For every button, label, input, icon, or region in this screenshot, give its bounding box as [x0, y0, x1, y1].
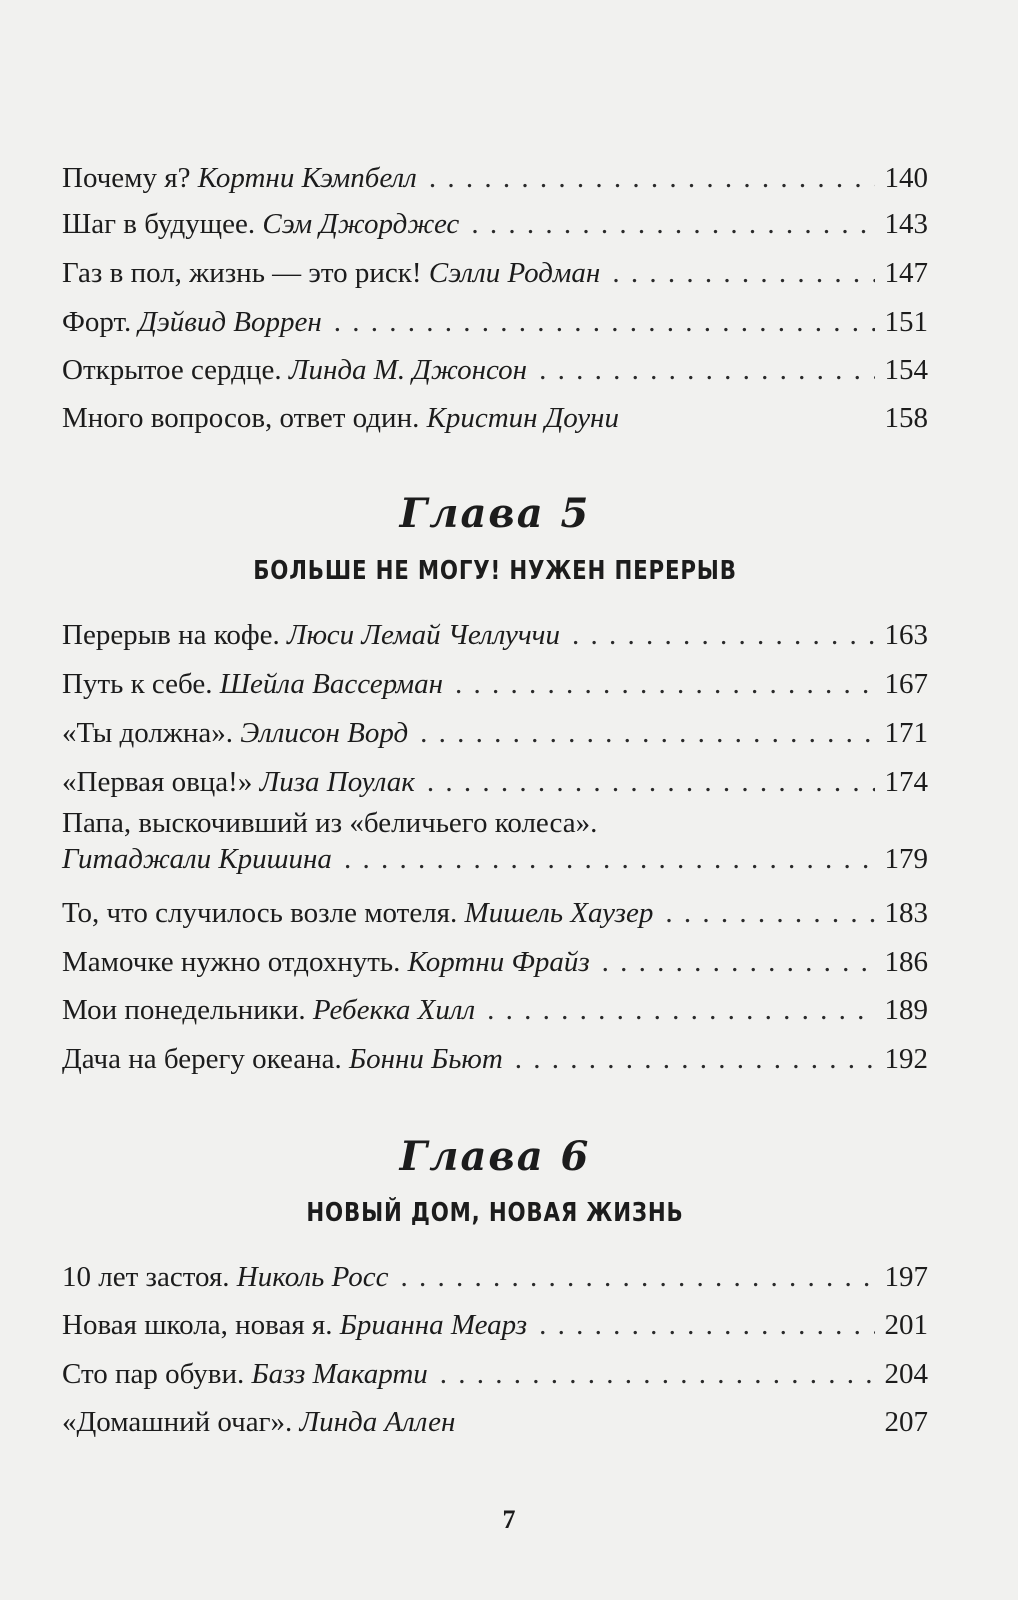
dot-leader — [612, 255, 874, 291]
entry-page-number: 197 — [884, 1261, 928, 1293]
toc-entry — [62, 1041, 928, 1077]
toc-entry — [62, 1307, 928, 1343]
entry-page-number: 163 — [884, 619, 928, 651]
chapter-heading: Глава 6 — [399, 1133, 591, 1180]
dot-leader — [334, 304, 875, 340]
chapter-subtitle: БОЛЬШЕ НЕ МОГУ! НУЖЕН ПЕРЕРЫВ — [253, 556, 737, 586]
entry-title: Почему я? — [62, 162, 198, 194]
entry-author: Люси Лемай Челлуччи — [287, 619, 560, 651]
dot-leader — [487, 992, 874, 1028]
entry-title: Путь к себе. — [62, 668, 220, 700]
entry-author: Мишель Хаузер — [464, 897, 654, 929]
toc-entry — [62, 255, 928, 291]
toc-page — [62, 0, 928, 1600]
entry-page-number: 174 — [884, 766, 928, 798]
dot-leader — [665, 895, 874, 931]
entry-title: Открытое сердце. — [62, 354, 289, 386]
entry-title: Мамочке нужно отдохнуть. — [62, 946, 408, 978]
entry-author: Сэлли Родман — [428, 257, 601, 289]
entry-page-number: 179 — [884, 843, 928, 875]
entry-title: Новая школа, новая я. — [62, 1309, 340, 1341]
entry-title: Шаг в будущее. — [62, 208, 263, 240]
toc-entry — [62, 764, 928, 800]
dot-leader — [344, 841, 875, 877]
entry-page-number: 154 — [884, 354, 928, 386]
entry-author: Эллисон Ворд — [240, 717, 409, 749]
dot-leader — [440, 1356, 875, 1392]
entry-page-number: 140 — [884, 162, 928, 194]
entry-title: 10 лет застоя. — [62, 1261, 237, 1293]
entry-title: Сто пар обуви. — [62, 1358, 252, 1390]
entry-page-number: 171 — [884, 717, 928, 749]
toc-entry — [62, 666, 928, 702]
entry-title: Газ в пол, жизнь — это риск! — [62, 257, 429, 289]
entry-page-number: 158 — [884, 402, 928, 434]
entry-title: Дача на берегу океана. — [62, 1043, 349, 1075]
dot-leader — [455, 666, 874, 702]
dot-leader — [471, 206, 874, 242]
entry-author: Брианна Меарз — [339, 1309, 528, 1341]
entry-author: Кортни Кэмпбелл — [197, 162, 417, 194]
toc-entry — [62, 352, 928, 388]
entry-page-number: 147 — [884, 257, 928, 289]
entry-author: Кристин Доуни — [426, 402, 619, 434]
toc-entry — [62, 304, 928, 340]
entry-author: Сэм Джорджес — [262, 208, 460, 240]
entry-title: «Первая овца!» — [62, 766, 260, 798]
entry-title: Мои понедельники. — [62, 994, 313, 1026]
dot-leader — [427, 764, 875, 800]
dot-leader — [602, 944, 875, 980]
toc-entry — [62, 400, 928, 436]
entry-author: Бонни Бьют — [348, 1043, 503, 1075]
toc-entry — [62, 805, 928, 877]
entry-author: Дэйвид Воррен — [138, 306, 322, 338]
dot-leader — [420, 715, 874, 751]
entry-page-number: 143 — [884, 208, 928, 240]
dot-leader — [539, 352, 874, 388]
entry-author: Базз Макарти — [251, 1358, 428, 1390]
toc-entry — [62, 160, 928, 196]
toc-entry — [62, 944, 928, 980]
entry-author: Линда Аллен — [299, 1406, 456, 1438]
entry-page-number: 167 — [884, 668, 928, 700]
entry-page-number: 207 — [884, 1406, 928, 1438]
entry-title: Перерыв на кофе. — [62, 619, 288, 651]
toc-entry — [62, 895, 928, 931]
toc-entry — [62, 1356, 928, 1392]
entry-page-number: 186 — [884, 946, 928, 978]
toc-entry — [62, 992, 928, 1028]
entry-author: Ребекка Хилл — [312, 994, 476, 1026]
entry-title: Форт. — [62, 306, 139, 338]
entry-title: Много вопросов, ответ один. — [62, 402, 427, 434]
entry-page-number: 192 — [884, 1043, 928, 1075]
toc-entry — [62, 206, 928, 242]
chapter-subtitle: НОВЫЙ ДОМ, НОВАЯ ЖИЗНЬ — [306, 1198, 684, 1228]
entry-author: Линда М. Джонсон — [288, 354, 528, 386]
entry-page-number: 189 — [884, 994, 928, 1026]
dot-leader — [429, 160, 875, 196]
entry-title: «Домашний очаг». — [62, 1406, 300, 1438]
entry-page-number: 204 — [884, 1358, 928, 1390]
dot-leader — [572, 617, 875, 653]
chapter-heading: Глава 5 — [399, 490, 591, 537]
toc-entry — [62, 617, 928, 653]
entry-title: То, что случилось возле мотеля. — [62, 897, 465, 929]
entry-title: Папа, выскочивший из «беличьего колеса». — [62, 807, 598, 839]
dot-leader — [515, 1041, 875, 1077]
entry-page-number: 201 — [884, 1309, 928, 1341]
dot-leader — [400, 1259, 874, 1295]
toc-entry — [62, 1259, 928, 1295]
entry-author: Шейла Вассерман — [219, 668, 444, 700]
dot-leader — [539, 1307, 874, 1343]
entry-page-number: 183 — [884, 897, 928, 929]
toc-entry — [62, 1404, 928, 1440]
toc-entry — [62, 715, 928, 751]
entry-author: Николь Росс — [236, 1261, 389, 1293]
entry-author: Лиза Поулак — [259, 766, 415, 798]
entry-author: Кортни Фрайз — [407, 946, 590, 978]
entry-author: Гитаджали Кришина — [62, 843, 332, 875]
entry-title: «Ты должна». — [62, 717, 241, 749]
page-number: 7 — [502, 1505, 516, 1534]
entry-page-number: 151 — [884, 306, 928, 338]
